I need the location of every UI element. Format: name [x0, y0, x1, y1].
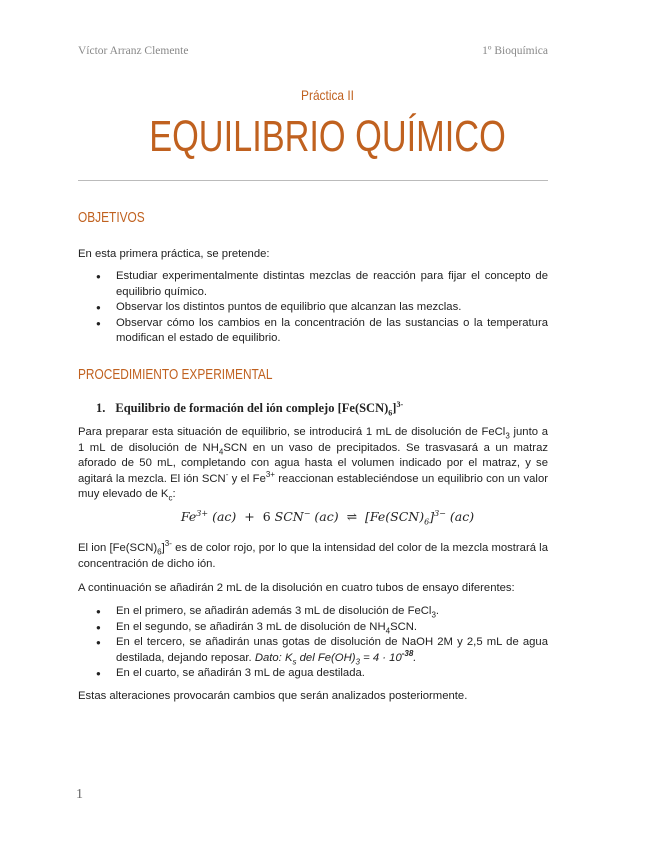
procedimiento-heading: PROCEDIMIENTO EXPERIMENTAL [78, 367, 273, 383]
text-run: En el tercero, se añadirán unas gotas de disolución de NaOH 2M y 2,5 mL de agua destilada, dejando reposar. [116, 636, 548, 664]
dato-note [254, 648, 417, 666]
superscript: - [225, 469, 229, 479]
eq-state: (ac) [314, 509, 339, 524]
procedure-paragraph-3: A continuación se añadirán 2 mL de la disolución en cuatro tubos de ensayo diferentes: [78, 582, 515, 594]
section-title-text: Equilibrio de formación del ión complejo [Fe(SCN) [115, 401, 389, 415]
procedure-paragraph-4: Estas alteraciones provocarán cambios que serán analizados posteriormente. [78, 690, 468, 702]
subscript: 6 [157, 547, 162, 557]
section-heading [96, 401, 403, 416]
eq-species: [Fe(SCN) [365, 509, 425, 524]
document-subtitle: Práctica II [301, 87, 354, 103]
text-run: junto a 1 mL de disolución de NH [78, 426, 548, 454]
chemical-equation [0, 508, 655, 527]
eq-charge: − [303, 508, 311, 518]
eq-state: (ac) [212, 509, 237, 524]
header-course: 1º Bioquímica [482, 45, 548, 57]
eq-subscript: 6 [424, 517, 430, 527]
subscript: 3 [431, 610, 436, 620]
procedure-paragraph-1 [78, 425, 548, 503]
text-run: . [413, 651, 417, 664]
subscript: s [292, 656, 297, 666]
list-item: ● Observar cómo los cambios en la concentración de las sustancias o la temperatura modifican el estado de equilibrio. [78, 316, 548, 347]
text-run: del Fe(OH) [296, 651, 356, 664]
title-divider [78, 180, 548, 181]
list-item: ● Observar los distintos puntos de equilibrio que alcanzan las mezclas. [78, 300, 548, 316]
text-run: SCN. [390, 620, 418, 633]
text-run: Dato: K [254, 651, 293, 664]
text-run: : [172, 488, 176, 500]
text-run: . [435, 605, 440, 617]
subscript: 3 [355, 656, 360, 666]
eq-plus: + [244, 509, 255, 524]
eq-charge: 3+ [196, 508, 209, 518]
section-title-bracket: ] [392, 401, 397, 415]
text-run: Para preparar esta situación de equilibrio, se introducirá 1 mL de disolución de FeCl [78, 426, 506, 438]
section-number: 1. [96, 401, 106, 415]
document-title: EQUILIBRIO QUÍMICO [149, 112, 506, 161]
header-author: Víctor Arranz Clemente [78, 45, 189, 57]
text-run: El ion [Fe(SCN) [78, 542, 158, 554]
text-run: ] [161, 542, 165, 554]
page-header [78, 45, 548, 57]
eq-species: Fe [180, 509, 197, 524]
subscript: 4 [385, 625, 391, 635]
eq-coefficient: 6 [262, 509, 271, 524]
superscript: 3- [164, 539, 172, 549]
list-item [78, 635, 548, 666]
text-run: es de color rojo, por lo que la intensidad del color de la mezcla mostrará la concentración de dicho ión. [78, 542, 548, 570]
objetivos-intro: En esta primera práctica, se pretende: [78, 248, 270, 260]
text-run: reaccionan estableciéndose un equilibrio con un valor muy elevado de K [78, 472, 548, 500]
text-run: = 4 · 10 [359, 651, 402, 664]
superscript: 3+ [265, 469, 275, 479]
text-run: En el primero, se añadirán además 3 mL de disolución de FeCl [116, 605, 432, 617]
eq-equilibrium-arrow: ⇌ [346, 509, 358, 524]
list-item: ● Estudiar experimentalmente distintas mezclas de reacción para fijar el concepto de equilibrio químico. [78, 269, 548, 300]
superscript: -38 [401, 648, 414, 658]
section-title-subscript: 6 [388, 408, 393, 418]
subscript: 4 [218, 446, 224, 456]
text-run: y el Fe [228, 472, 266, 485]
list-item [78, 620, 548, 636]
eq-charge: 3− [434, 508, 446, 518]
eq-bracket: ] [429, 509, 435, 524]
eq-species: SCN [274, 509, 304, 524]
list-item: ● En el cuarto, se añadirán 3 mL de agua destilada. [78, 666, 548, 682]
text-run: En el segundo, se añadirán 3 mL de disolución de NH [116, 620, 386, 633]
subscript: c [168, 493, 173, 503]
procedure-paragraph-2 [78, 541, 548, 572]
objetivos-heading: OBJETIVOS [78, 210, 145, 226]
section-title-superscript: 3- [396, 399, 404, 409]
page-number: 1 [76, 787, 83, 802]
list-item [78, 604, 548, 620]
tubes-list [78, 604, 548, 682]
objetivos-list [78, 269, 548, 347]
eq-state: (ac) [449, 509, 475, 524]
text-run: SCN en un vaso de precipitados. Se trasvasará a un matraz aforado de 50 mL, completando con agua hasta el volumen indicado por el matraz, y se agitará la mezcla. El ión SCN [78, 441, 548, 485]
subscript: 3 [505, 431, 510, 441]
